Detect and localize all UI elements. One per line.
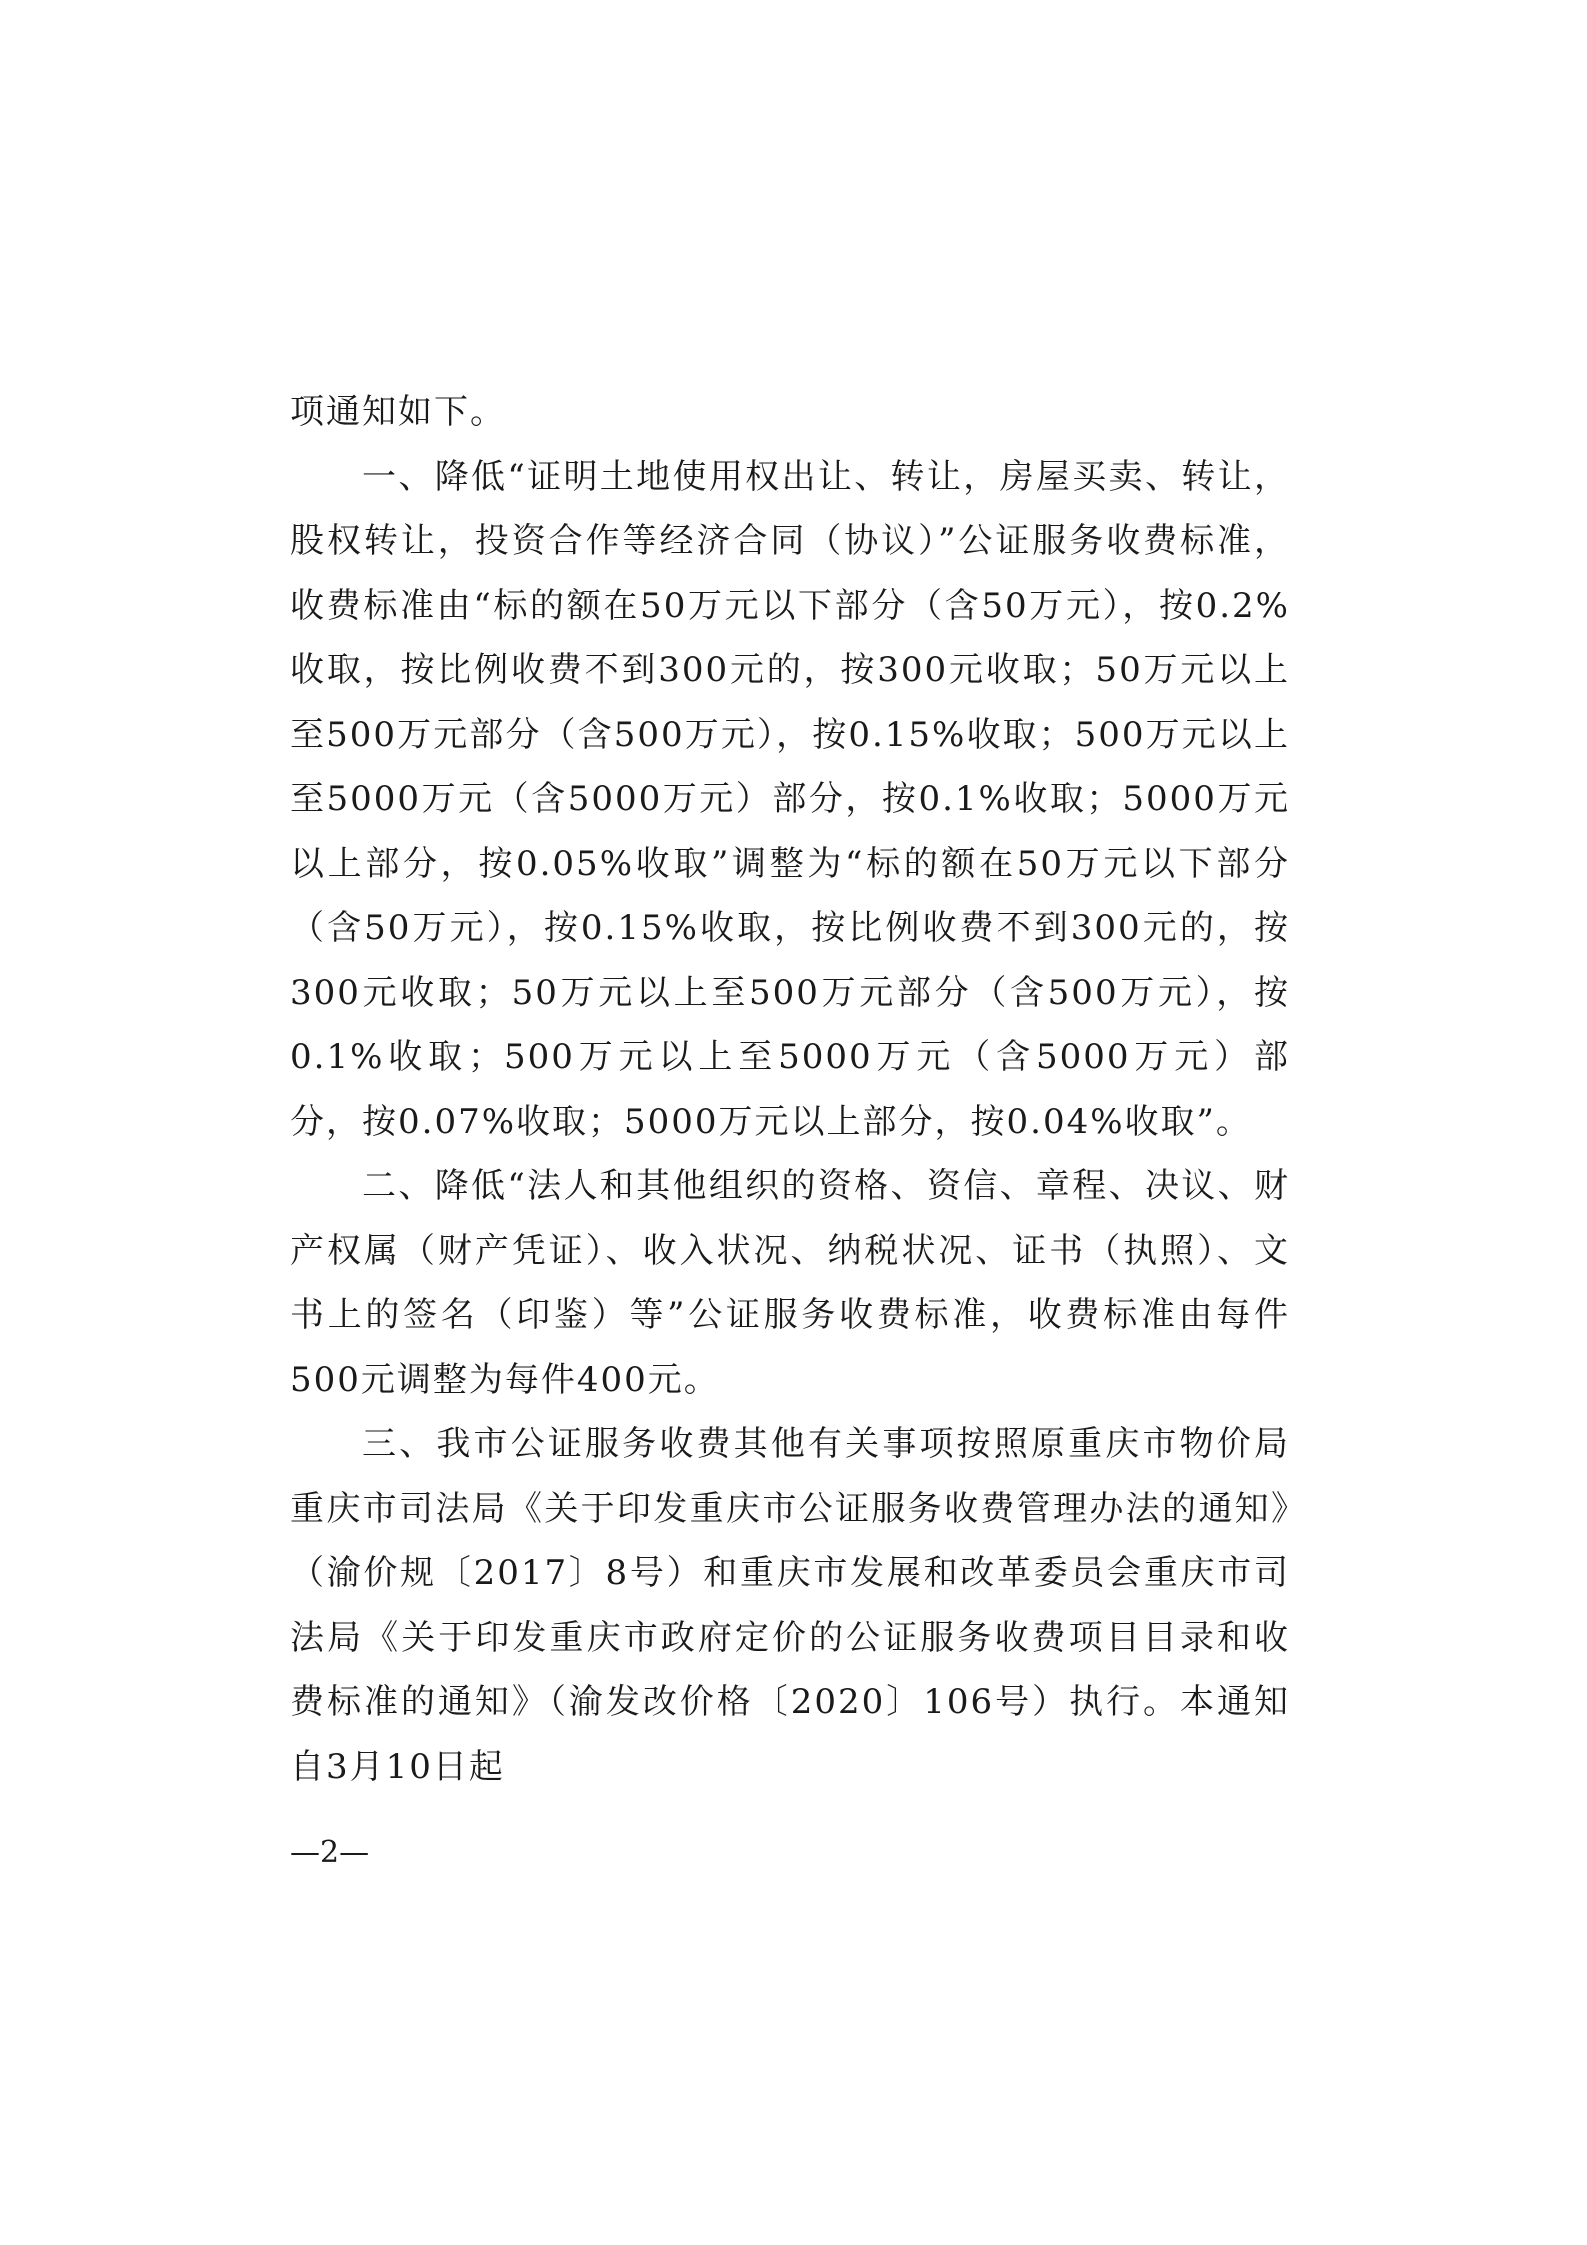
paragraph-item-one: 一、降低“证明土地使用权出让、转让，房屋买卖、转让，股权转让，投资合作等经济合同（协议）”公证服务收费标准，收费标准由“标的额在50万元以下部分（含50万元），按0.2%收取，按比例收费不到300元的，按300元收取；50万元以上至500万元部分（含500万元），按0.15%收取；500万元以上至5000万元（含5000万元）部分，按0.1%收取；5000万元以上部分，按0.05%收取”调整为“标的额在50万元以下部分（含50万元），按0.15%收取，按比例收费不到300元的，按300元收取；50万元以上至500万元部分（含500万元），按0.1%收取；500万元以上至5000万元（含5000万元）部分，按0.07%收取；5000万元以上部分，按0.04%收取”。 — [290, 456, 1290, 1142]
paragraph-item-three: 三、我市公证服务收费其他有关事项按照原重庆市物价局重庆市司法局《关于印发重庆市公证服务收费管理办法的通知》（渝价规〔2017〕8号）和重庆市发展和改革委员会重庆市司法局《关于印发重庆市政府定价的公证服务收费项目目录和收费标准的通知》（渝发改价格〔2020〕106号）执行。本通知自3月10日起 — [290, 1424, 1290, 1787]
document-body — [290, 380, 1290, 1799]
paragraph-item-two: 二、降低“法人和其他组织的资格、资信、章程、决议、财产权属（财产凭证）、收入状况、纳税状况、证书（执照）、文书上的签名（印鉴）等”公证服务收费标准，收费标准由每件500元调整为每件400元。 — [290, 1166, 1290, 1400]
page-number: —2— — [290, 1835, 370, 1870]
paragraph-continuation: 项通知如下。 — [290, 392, 506, 432]
